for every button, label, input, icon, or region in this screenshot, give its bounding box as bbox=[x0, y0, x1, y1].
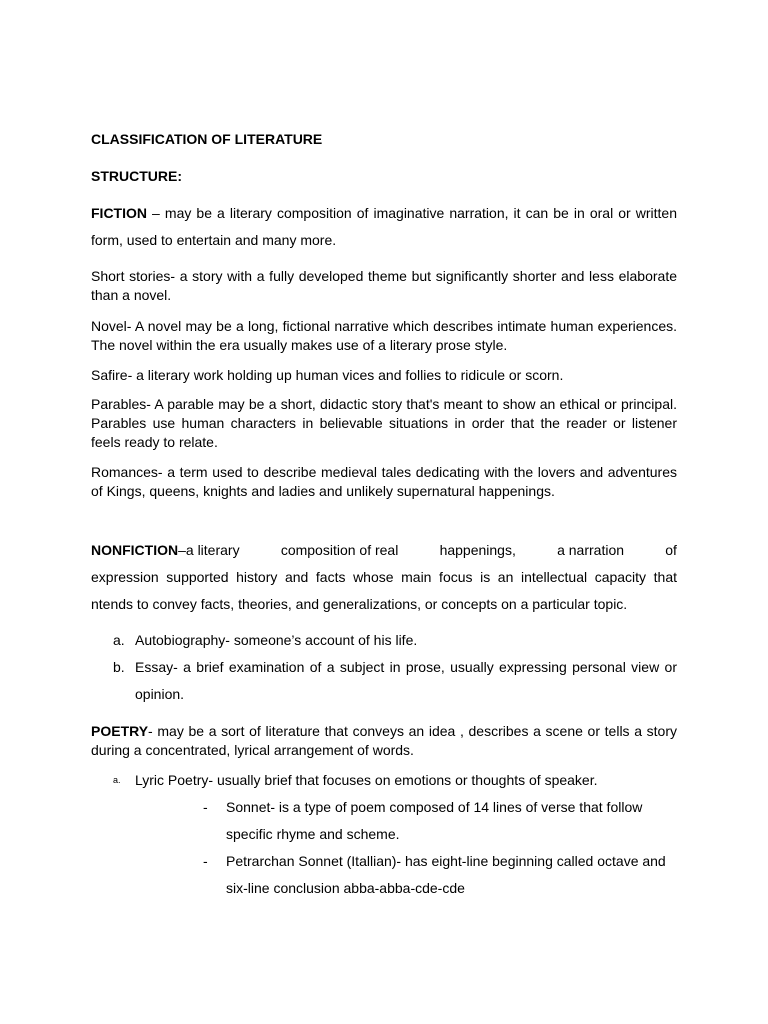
list-item-text: Autobiography- someone’s account of his life. bbox=[135, 632, 418, 648]
sub-list-item-text: Sonnet- is a type of poem composed of 14 lines of verse that follow specific rhyme and scheme. bbox=[226, 799, 643, 842]
list-item bbox=[113, 654, 677, 708]
poetry-term: POETRY bbox=[91, 723, 149, 739]
fiction-text: – may be a literary composition of imaginative narration, it can be in oral or written form, used to entertain and many more. bbox=[91, 205, 677, 248]
sub-list-item bbox=[203, 794, 677, 848]
list-marker: a. bbox=[113, 632, 125, 648]
nonfiction-definition bbox=[91, 537, 677, 618]
list-item-text: Lyric Poetry- usually brief that focuses on emotions or thoughts of speaker. bbox=[135, 772, 598, 788]
fiction-type-short-stories: Short stories- a story with a fully developed theme but significantly shorter and less elaborate than a novel. bbox=[91, 268, 677, 303]
fiction-type-safire: Safire- a literary work holding up human vices and follies to ridicule or scorn. bbox=[91, 367, 564, 383]
nonfiction-text: expression supported history and facts whose main focus is an intellectual capacity that ntends to convey facts, theories, and generalizations, or concepts on a particular topic. bbox=[91, 569, 677, 612]
list-item-text: Essay- a brief examination of a subject in prose, usually expressing personal view or opinion. bbox=[135, 659, 677, 702]
dash-marker: - bbox=[203, 799, 208, 815]
poetry-definition bbox=[91, 722, 677, 760]
list-marker: a. bbox=[113, 775, 121, 785]
fiction-type-parables: Parables- A parable may be a short, didactic story that's meant to show an ethical or principal. Parables use human characters in believable situations in order that the reader or listener feels ready to relate. bbox=[91, 396, 677, 450]
fiction-type-novel: Novel- A novel may be a long, fictional narrative which describes intimate human experiences. The novel within the era usually makes use of a literary prose style. bbox=[91, 318, 677, 353]
nonfiction-term: NONFICTION bbox=[91, 542, 179, 558]
list-item bbox=[113, 767, 677, 794]
document-title: CLASSIFICATION OF LITERATURE bbox=[91, 131, 323, 147]
list-item bbox=[113, 627, 677, 654]
structure-heading: STRUCTURE: bbox=[91, 168, 182, 184]
list-marker: b. bbox=[113, 659, 125, 675]
dash-marker: - bbox=[203, 853, 208, 869]
fiction-term: FICTION bbox=[91, 205, 147, 221]
sub-list-item-text: Petrarchan Sonnet (Itallian)- has eight-line beginning called octave and six-line conclusion abba-abba-cde-cde bbox=[226, 853, 666, 896]
fiction-type-romances: Romances- a term used to describe medieval tales dedicating with the lovers and adventures of Kings, queens, knights and ladies and unlikely supernatural happenings. bbox=[91, 464, 677, 499]
nonfiction-first-line: NONFICTION–a literary composition of real happenings, a narration of bbox=[91, 542, 677, 558]
fiction-definition bbox=[91, 200, 677, 254]
sub-list-item bbox=[203, 848, 677, 902]
poetry-text: - may be a sort of literature that conveys an idea , describes a scene or tells a story during a concentrated, lyrical arrangement of words. bbox=[91, 723, 677, 758]
